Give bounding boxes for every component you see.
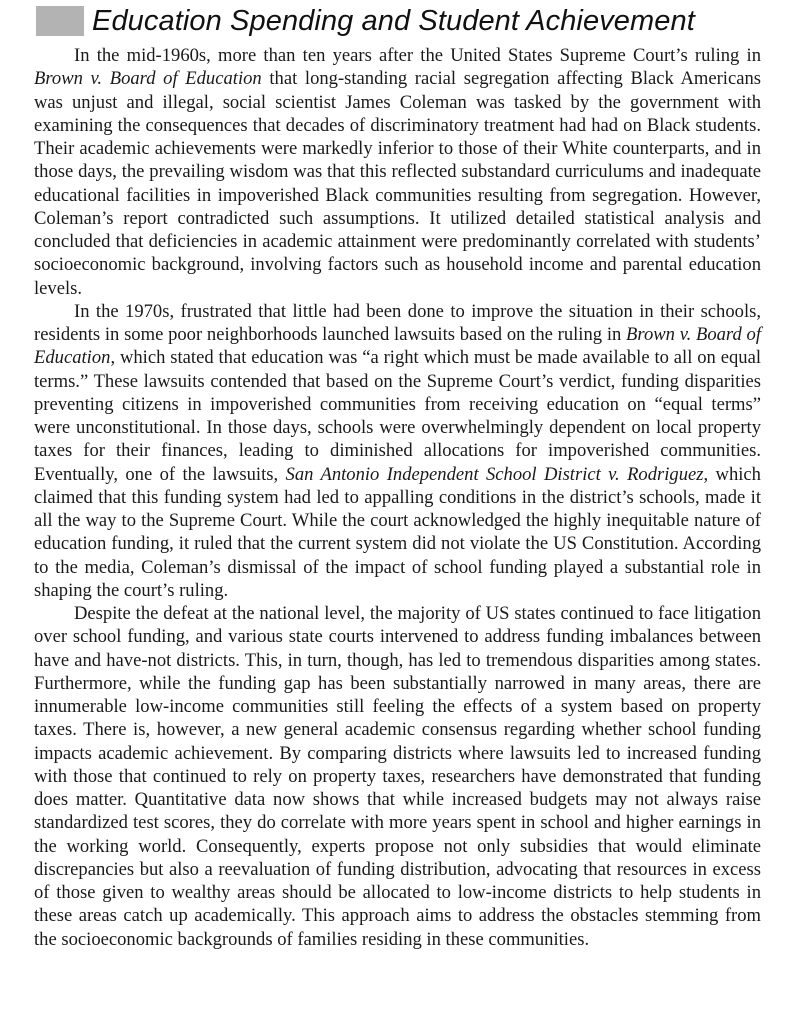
- paragraph-2-text-3: , which claimed that this funding system had led to appalling conditions in the district’s schools, made it all the way to the Supreme Court. While the court acknowledged the highly inequitable nature of education funding, it ruled that the current system did not violate the US Constitution. According to the media, Coleman’s dismissal of the impact of school funding played a substantial role in shaping the court’s ruling.: [34, 463, 761, 601]
- paragraph-1-text-1: In the mid-1960s, more than ten years after the United States Supreme Court’s ruling in: [74, 45, 761, 66]
- case-name-brown: Brown v. Board of Education: [34, 68, 262, 90]
- case-name-rodriguez: San Antonio Independent School District v. Rodriguez: [285, 463, 704, 485]
- page-title: Education Spending and Student Achievement: [92, 4, 695, 37]
- article-body: [34, 44, 761, 951]
- paragraph-2-text-2: , which stated that education was “a right which must be made available to all on equal terms.” These lawsuits contended that based on the Supreme Court’s verdict, funding disparities preventing citizens in impoverished communities from receiving education on “equal terms” were unconstitutional. In those days, schools were overwhelmingly dependent on local property taxes for their finances, leading to diminished allocations for impoverished communities. Eventually, one of the lawsuits,: [34, 347, 761, 485]
- title-marker-block: [36, 6, 84, 36]
- paragraph-2: [34, 300, 761, 602]
- title-bar: [36, 4, 695, 38]
- paragraph-3-text-1: Despite the defeat at the national level, the majority of US states continued to face litigation over school funding, and various state courts intervened to address funding imbalances between have and have-not districts. This, in turn, though, has led to tremendous disparities among states. Furthermore, while the funding gap has been substantially narrowed in many areas, there are innumerable low-income communities still feeling the effects of a system based on property taxes. There is, however, a new general academic consensus regarding whether school funding impacts academic achievement. By comparing districts where lawsuits led to increased funding with those that continued to rely on property taxes, researchers have demonstrated that funding does matter. Quantitative data now shows that while increased budgets may not always raise standardized test scores, they do correlate with more years spent in school and higher earnings in the working world. Consequently, experts propose not only subsidies that would eliminate discrepancies but also a reevaluation of funding distribution, advocating that resources in excess of those given to wealthy areas should be allocated to low-income districts to help students in these areas catch up academically. This approach aims to address the obstacles stemming from the socioeconomic backgrounds of families residing in these communities.: [34, 603, 761, 950]
- paragraph-1: [34, 44, 761, 300]
- paragraph-2-text-1: In the 1970s, frustrated that little had been done to improve the situation in their schools, residents in some poor neighborhoods launched lawsuits based on the ruling in: [34, 300, 761, 345]
- case-name-brown: Brown v. Board of Education: [34, 324, 761, 369]
- paragraph-3: [34, 602, 761, 951]
- paragraph-1-text-2: that long-standing racial segregation affecting Black Americans was unjust and illegal, social scientist James Coleman was tasked by the government with examining the consequences that decades of discriminatory treatment had had on Black students. Their academic achievements were markedly inferior to those of their White counterparts, and in those days, the prevailing wisdom was that this reflected substandard curriculums and inadequate educational facilities in impoverished Black communities resulting from segregation. However, Coleman’s report contradicted such assumptions. It utilized detailed statistical analysis and concluded that deficiencies in academic attainment were predominantly correlated with students’ socioeconomic background, involving factors such as household income and parental education levels.: [34, 68, 762, 299]
